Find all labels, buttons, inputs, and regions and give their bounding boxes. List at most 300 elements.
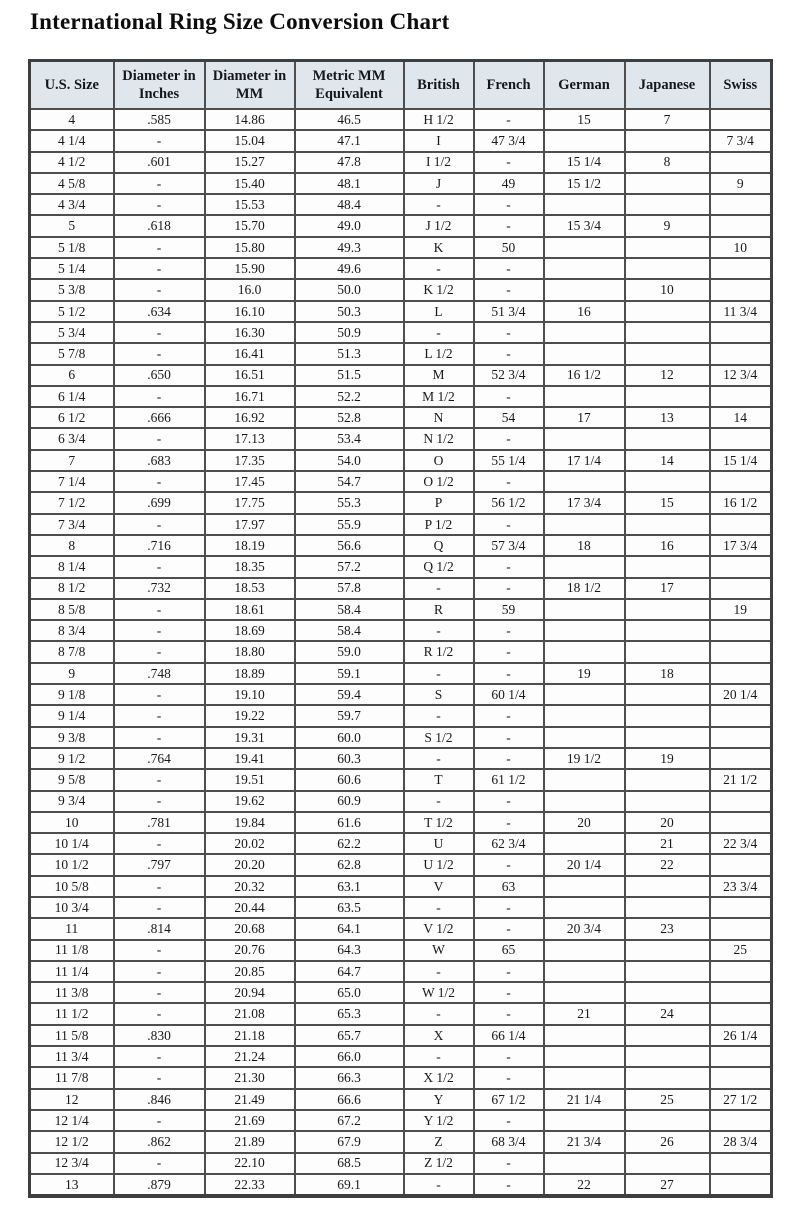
table-cell: 19.62: [205, 791, 295, 812]
table-cell: 65.0: [295, 982, 404, 1003]
table-cell: 17 3/4: [544, 492, 625, 513]
table-cell: 27: [625, 1174, 710, 1196]
table-cell: 20.44: [205, 897, 295, 918]
table-cell: 11: [30, 918, 114, 939]
table-cell: 18: [625, 663, 710, 684]
table-cell: [544, 876, 625, 897]
table-cell: -: [404, 791, 474, 812]
table-cell: -: [474, 1174, 544, 1196]
table-cell: 19: [710, 599, 772, 620]
table-cell: [710, 641, 772, 662]
column-header-1: Diameter in Inches: [114, 61, 205, 110]
table-cell: -: [114, 1067, 205, 1088]
table-cell: [625, 1025, 710, 1046]
table-cell: [625, 301, 710, 322]
table-cell: [544, 961, 625, 982]
table-cell: -: [404, 897, 474, 918]
table-cell: [710, 663, 772, 684]
table-cell: 9 3/4: [30, 791, 114, 812]
table-cell: K: [404, 237, 474, 258]
table-cell: 5 1/4: [30, 258, 114, 279]
table-cell: 25: [710, 940, 772, 961]
table-cell: .846: [114, 1089, 205, 1110]
table-cell: [544, 258, 625, 279]
table-cell: 17.75: [205, 492, 295, 513]
table-cell: Z 1/2: [404, 1153, 474, 1174]
table-cell: 65.7: [295, 1025, 404, 1046]
table-cell: 11 5/8: [30, 1025, 114, 1046]
table-row: [30, 727, 772, 748]
table-cell: 65: [474, 940, 544, 961]
table-cell: 53.4: [295, 428, 404, 449]
table-cell: 8 3/4: [30, 620, 114, 641]
table-cell: [544, 471, 625, 492]
table-row: [30, 705, 772, 726]
table-cell: [710, 791, 772, 812]
table-cell: 12 3/4: [710, 365, 772, 386]
table-cell: [625, 1046, 710, 1067]
table-cell: 61 1/2: [474, 769, 544, 790]
table-cell: [544, 343, 625, 364]
table-cell: -: [404, 194, 474, 215]
column-header-4: British: [404, 61, 474, 110]
table-row: [30, 1153, 772, 1174]
table-row: [30, 1174, 772, 1196]
table-cell: 10 1/4: [30, 833, 114, 854]
table-cell: 5 7/8: [30, 343, 114, 364]
table-cell: S 1/2: [404, 727, 474, 748]
table-cell: 19: [544, 663, 625, 684]
table-cell: [625, 258, 710, 279]
table-row: [30, 556, 772, 577]
table-cell: K 1/2: [404, 279, 474, 300]
table-cell: 4 5/8: [30, 173, 114, 194]
table-cell: 5 3/8: [30, 279, 114, 300]
table-cell: 65.3: [295, 1003, 404, 1024]
table-cell: 20.20: [205, 854, 295, 875]
table-row: [30, 663, 772, 684]
table-cell: 59.7: [295, 705, 404, 726]
table-cell: I 1/2: [404, 152, 474, 173]
table-cell: -: [474, 918, 544, 939]
table-cell: .618: [114, 215, 205, 236]
table-cell: 19: [625, 748, 710, 769]
table-row: [30, 428, 772, 449]
table-cell: [710, 705, 772, 726]
table-cell: 60.6: [295, 769, 404, 790]
table-cell: 18.35: [205, 556, 295, 577]
table-cell: 21: [625, 833, 710, 854]
table-row: [30, 386, 772, 407]
table-cell: .814: [114, 918, 205, 939]
table-row: [30, 918, 772, 939]
table-cell: [544, 279, 625, 300]
table-row: [30, 812, 772, 833]
table-cell: [625, 322, 710, 343]
table-cell: 26: [625, 1131, 710, 1152]
table-cell: 7 3/4: [710, 130, 772, 151]
table-cell: 20.68: [205, 918, 295, 939]
table-row: [30, 471, 772, 492]
table-cell: -: [474, 109, 544, 130]
table-cell: 50.0: [295, 279, 404, 300]
table-cell: 52.2: [295, 386, 404, 407]
table-cell: 50: [474, 237, 544, 258]
table-cell: -: [474, 471, 544, 492]
table-cell: 67.9: [295, 1131, 404, 1152]
table-cell: [625, 982, 710, 1003]
table-cell: [625, 1110, 710, 1131]
table-cell: 16: [544, 301, 625, 322]
table-cell: 18.53: [205, 578, 295, 599]
table-cell: 19.84: [205, 812, 295, 833]
table-cell: [544, 791, 625, 812]
table-cell: 7 3/4: [30, 514, 114, 535]
table-cell: 11 1/4: [30, 961, 114, 982]
table-cell: 16.71: [205, 386, 295, 407]
table-cell: [625, 620, 710, 641]
table-cell: -: [474, 322, 544, 343]
table-cell: [544, 1025, 625, 1046]
table-cell: 54.7: [295, 471, 404, 492]
table-cell: 60.0: [295, 727, 404, 748]
table-cell: 16.92: [205, 407, 295, 428]
table-cell: 62 3/4: [474, 833, 544, 854]
table-cell: 10: [30, 812, 114, 833]
table-cell: 21: [544, 1003, 625, 1024]
table-cell: [625, 897, 710, 918]
table-cell: [625, 684, 710, 705]
table-cell: 10 1/2: [30, 854, 114, 875]
table-cell: 8 7/8: [30, 641, 114, 662]
table-row: [30, 684, 772, 705]
table-cell: 57 3/4: [474, 535, 544, 556]
table-cell: -: [114, 343, 205, 364]
table-cell: 11 1/2: [30, 1003, 114, 1024]
table-cell: M 1/2: [404, 386, 474, 407]
table-cell: [544, 727, 625, 748]
table-row: [30, 748, 772, 769]
table-cell: [710, 1046, 772, 1067]
table-cell: [625, 1067, 710, 1088]
table-cell: 19 1/2: [544, 748, 625, 769]
table-row: [30, 1110, 772, 1131]
table-cell: -: [114, 322, 205, 343]
table-cell: X: [404, 1025, 474, 1046]
table-cell: 9: [30, 663, 114, 684]
table-cell: 10 3/4: [30, 897, 114, 918]
table-cell: 24: [625, 1003, 710, 1024]
table-cell: -: [474, 641, 544, 662]
table-cell: -: [474, 961, 544, 982]
table-cell: 50.3: [295, 301, 404, 322]
table-cell: [544, 194, 625, 215]
table-cell: [710, 386, 772, 407]
table-cell: -: [114, 514, 205, 535]
table-cell: 7 1/4: [30, 471, 114, 492]
table-cell: -: [474, 152, 544, 173]
table-cell: [710, 258, 772, 279]
table-cell: 67 1/2: [474, 1089, 544, 1110]
table-cell: [544, 428, 625, 449]
table-cell: 21.30: [205, 1067, 295, 1088]
table-cell: -: [474, 343, 544, 364]
table-cell: [544, 514, 625, 535]
table-cell: -: [114, 428, 205, 449]
table-cell: [625, 343, 710, 364]
table-cell: -: [114, 684, 205, 705]
table-cell: 57.8: [295, 578, 404, 599]
table-cell: 4: [30, 109, 114, 130]
table-cell: 16 1/2: [544, 365, 625, 386]
table-cell: -: [404, 748, 474, 769]
table-cell: 47.1: [295, 130, 404, 151]
table-cell: 48.4: [295, 194, 404, 215]
table-row: [30, 152, 772, 173]
table-cell: [710, 854, 772, 875]
table-cell: [625, 471, 710, 492]
table-cell: 17.13: [205, 428, 295, 449]
table-cell: 9 1/2: [30, 748, 114, 769]
table-cell: [710, 727, 772, 748]
table-cell: 5: [30, 215, 114, 236]
table-cell: -: [474, 812, 544, 833]
table-cell: [710, 982, 772, 1003]
table-cell: [625, 428, 710, 449]
table-cell: 9 1/4: [30, 705, 114, 726]
table-cell: 15.27: [205, 152, 295, 173]
table-cell: 64.7: [295, 961, 404, 982]
table-cell: 27 1/2: [710, 1089, 772, 1110]
table-cell: 7 1/2: [30, 492, 114, 513]
table-cell: -: [404, 961, 474, 982]
table-row: [30, 492, 772, 513]
table-cell: Y: [404, 1089, 474, 1110]
table-cell: -: [114, 769, 205, 790]
table-cell: [710, 748, 772, 769]
table-cell: [544, 620, 625, 641]
table-cell: Y 1/2: [404, 1110, 474, 1131]
table-cell: 48.1: [295, 173, 404, 194]
table-row: [30, 1003, 772, 1024]
table-cell: -: [114, 556, 205, 577]
table-cell: [710, 1067, 772, 1088]
table-cell: 10: [710, 237, 772, 258]
table-cell: [710, 812, 772, 833]
table-cell: .683: [114, 450, 205, 471]
table-row: [30, 961, 772, 982]
table-row: [30, 109, 772, 130]
table-cell: [625, 641, 710, 662]
table-cell: [544, 386, 625, 407]
table-cell: -: [114, 130, 205, 151]
table-cell: 16.0: [205, 279, 295, 300]
table-cell: 11 3/4: [710, 301, 772, 322]
table-cell: 9 3/8: [30, 727, 114, 748]
table-row: [30, 833, 772, 854]
table-cell: 63.5: [295, 897, 404, 918]
table-row: [30, 620, 772, 641]
table-cell: -: [404, 322, 474, 343]
table-cell: 6: [30, 365, 114, 386]
table-cell: 6 1/2: [30, 407, 114, 428]
table-cell: 58.4: [295, 599, 404, 620]
table-cell: 20.76: [205, 940, 295, 961]
table-cell: 8 1/4: [30, 556, 114, 577]
table-cell: .716: [114, 535, 205, 556]
table-cell: 12 3/4: [30, 1153, 114, 1174]
table-cell: V: [404, 876, 474, 897]
table-cell: -: [474, 215, 544, 236]
table-cell: .699: [114, 492, 205, 513]
table-cell: 63: [474, 876, 544, 897]
table-cell: 51.3: [295, 343, 404, 364]
table-cell: -: [114, 897, 205, 918]
table-cell: 8 5/8: [30, 599, 114, 620]
header-row: [30, 61, 772, 110]
table-row: [30, 194, 772, 215]
table-cell: Q: [404, 535, 474, 556]
table-row: [30, 237, 772, 258]
table-cell: 5 1/2: [30, 301, 114, 322]
table-cell: V 1/2: [404, 918, 474, 939]
table-cell: .601: [114, 152, 205, 173]
table-cell: I: [404, 130, 474, 151]
table-cell: O: [404, 450, 474, 471]
column-header-8: Swiss: [710, 61, 772, 110]
table-cell: 17: [544, 407, 625, 428]
table-cell: 15.80: [205, 237, 295, 258]
table-cell: -: [404, 1003, 474, 1024]
table-cell: 49.6: [295, 258, 404, 279]
column-header-3: Metric MM Equivalent: [295, 61, 404, 110]
table-cell: 15.40: [205, 173, 295, 194]
table-row: [30, 343, 772, 364]
table-cell: [544, 599, 625, 620]
table-cell: 22 3/4: [710, 833, 772, 854]
table-cell: [710, 514, 772, 535]
table-cell: 52.8: [295, 407, 404, 428]
table-cell: 12: [625, 365, 710, 386]
table-cell: -: [114, 279, 205, 300]
table-cell: .764: [114, 748, 205, 769]
table-cell: [710, 620, 772, 641]
table-row: [30, 578, 772, 599]
table-cell: 15.04: [205, 130, 295, 151]
table-cell: -: [404, 578, 474, 599]
table-cell: 20.02: [205, 833, 295, 854]
table-cell: -: [474, 705, 544, 726]
table-cell: 20: [625, 812, 710, 833]
column-header-5: French: [474, 61, 544, 110]
table-cell: 18.89: [205, 663, 295, 684]
table-cell: 60 1/4: [474, 684, 544, 705]
table-cell: -: [114, 620, 205, 641]
table-cell: 68 3/4: [474, 1131, 544, 1152]
table-cell: 19.22: [205, 705, 295, 726]
table-cell: 50.9: [295, 322, 404, 343]
table-cell: 21.08: [205, 1003, 295, 1024]
table-cell: [710, 1174, 772, 1196]
table-cell: 55 1/4: [474, 450, 544, 471]
table-cell: -: [114, 1153, 205, 1174]
table-cell: [625, 386, 710, 407]
table-cell: [625, 961, 710, 982]
table-cell: .797: [114, 854, 205, 875]
table-cell: 17 3/4: [710, 535, 772, 556]
table-row: [30, 365, 772, 386]
table-cell: 14: [625, 450, 710, 471]
table-cell: 18.69: [205, 620, 295, 641]
table-cell: Z: [404, 1131, 474, 1152]
table-cell: 62.2: [295, 833, 404, 854]
table-cell: -: [114, 1110, 205, 1131]
table-cell: -: [114, 1046, 205, 1067]
table-cell: -: [474, 727, 544, 748]
table-cell: 23: [625, 918, 710, 939]
table-cell: 8: [625, 152, 710, 173]
table-cell: [710, 152, 772, 173]
table-cell: 15 3/4: [544, 215, 625, 236]
table-cell: 21.49: [205, 1089, 295, 1110]
table-cell: 15: [625, 492, 710, 513]
table-cell: 9 1/8: [30, 684, 114, 705]
table-cell: 62.8: [295, 854, 404, 875]
table-cell: -: [114, 961, 205, 982]
table-cell: 15: [544, 109, 625, 130]
table-cell: -: [474, 1110, 544, 1131]
table-row: [30, 982, 772, 1003]
table-cell: -: [474, 1046, 544, 1067]
table-cell: [710, 322, 772, 343]
table-cell: 11 1/8: [30, 940, 114, 961]
table-cell: 56.6: [295, 535, 404, 556]
table-cell: 60.9: [295, 791, 404, 812]
table-cell: [625, 1153, 710, 1174]
table-cell: -: [474, 258, 544, 279]
table-cell: 19.10: [205, 684, 295, 705]
table-cell: 15.53: [205, 194, 295, 215]
table-cell: -: [474, 897, 544, 918]
table-row: [30, 854, 772, 875]
table-cell: 59.0: [295, 641, 404, 662]
table-cell: [710, 897, 772, 918]
table-cell: -: [404, 1174, 474, 1196]
table-cell: -: [404, 620, 474, 641]
table-cell: -: [474, 386, 544, 407]
table-cell: 63.1: [295, 876, 404, 897]
table-cell: .666: [114, 407, 205, 428]
table-cell: M: [404, 365, 474, 386]
table-cell: .732: [114, 578, 205, 599]
table-cell: 7: [30, 450, 114, 471]
table-cell: [544, 237, 625, 258]
table-cell: O 1/2: [404, 471, 474, 492]
table-cell: [625, 727, 710, 748]
table-cell: 28 3/4: [710, 1131, 772, 1152]
table-cell: -: [114, 173, 205, 194]
table-cell: 51 3/4: [474, 301, 544, 322]
table-cell: J 1/2: [404, 215, 474, 236]
table-row: [30, 599, 772, 620]
table-cell: 22.10: [205, 1153, 295, 1174]
table-cell: -: [474, 748, 544, 769]
table-cell: 20 1/4: [710, 684, 772, 705]
table-cell: 59.1: [295, 663, 404, 684]
ring-size-conversion-table: [28, 59, 773, 1198]
table-cell: [544, 769, 625, 790]
table-cell: .748: [114, 663, 205, 684]
